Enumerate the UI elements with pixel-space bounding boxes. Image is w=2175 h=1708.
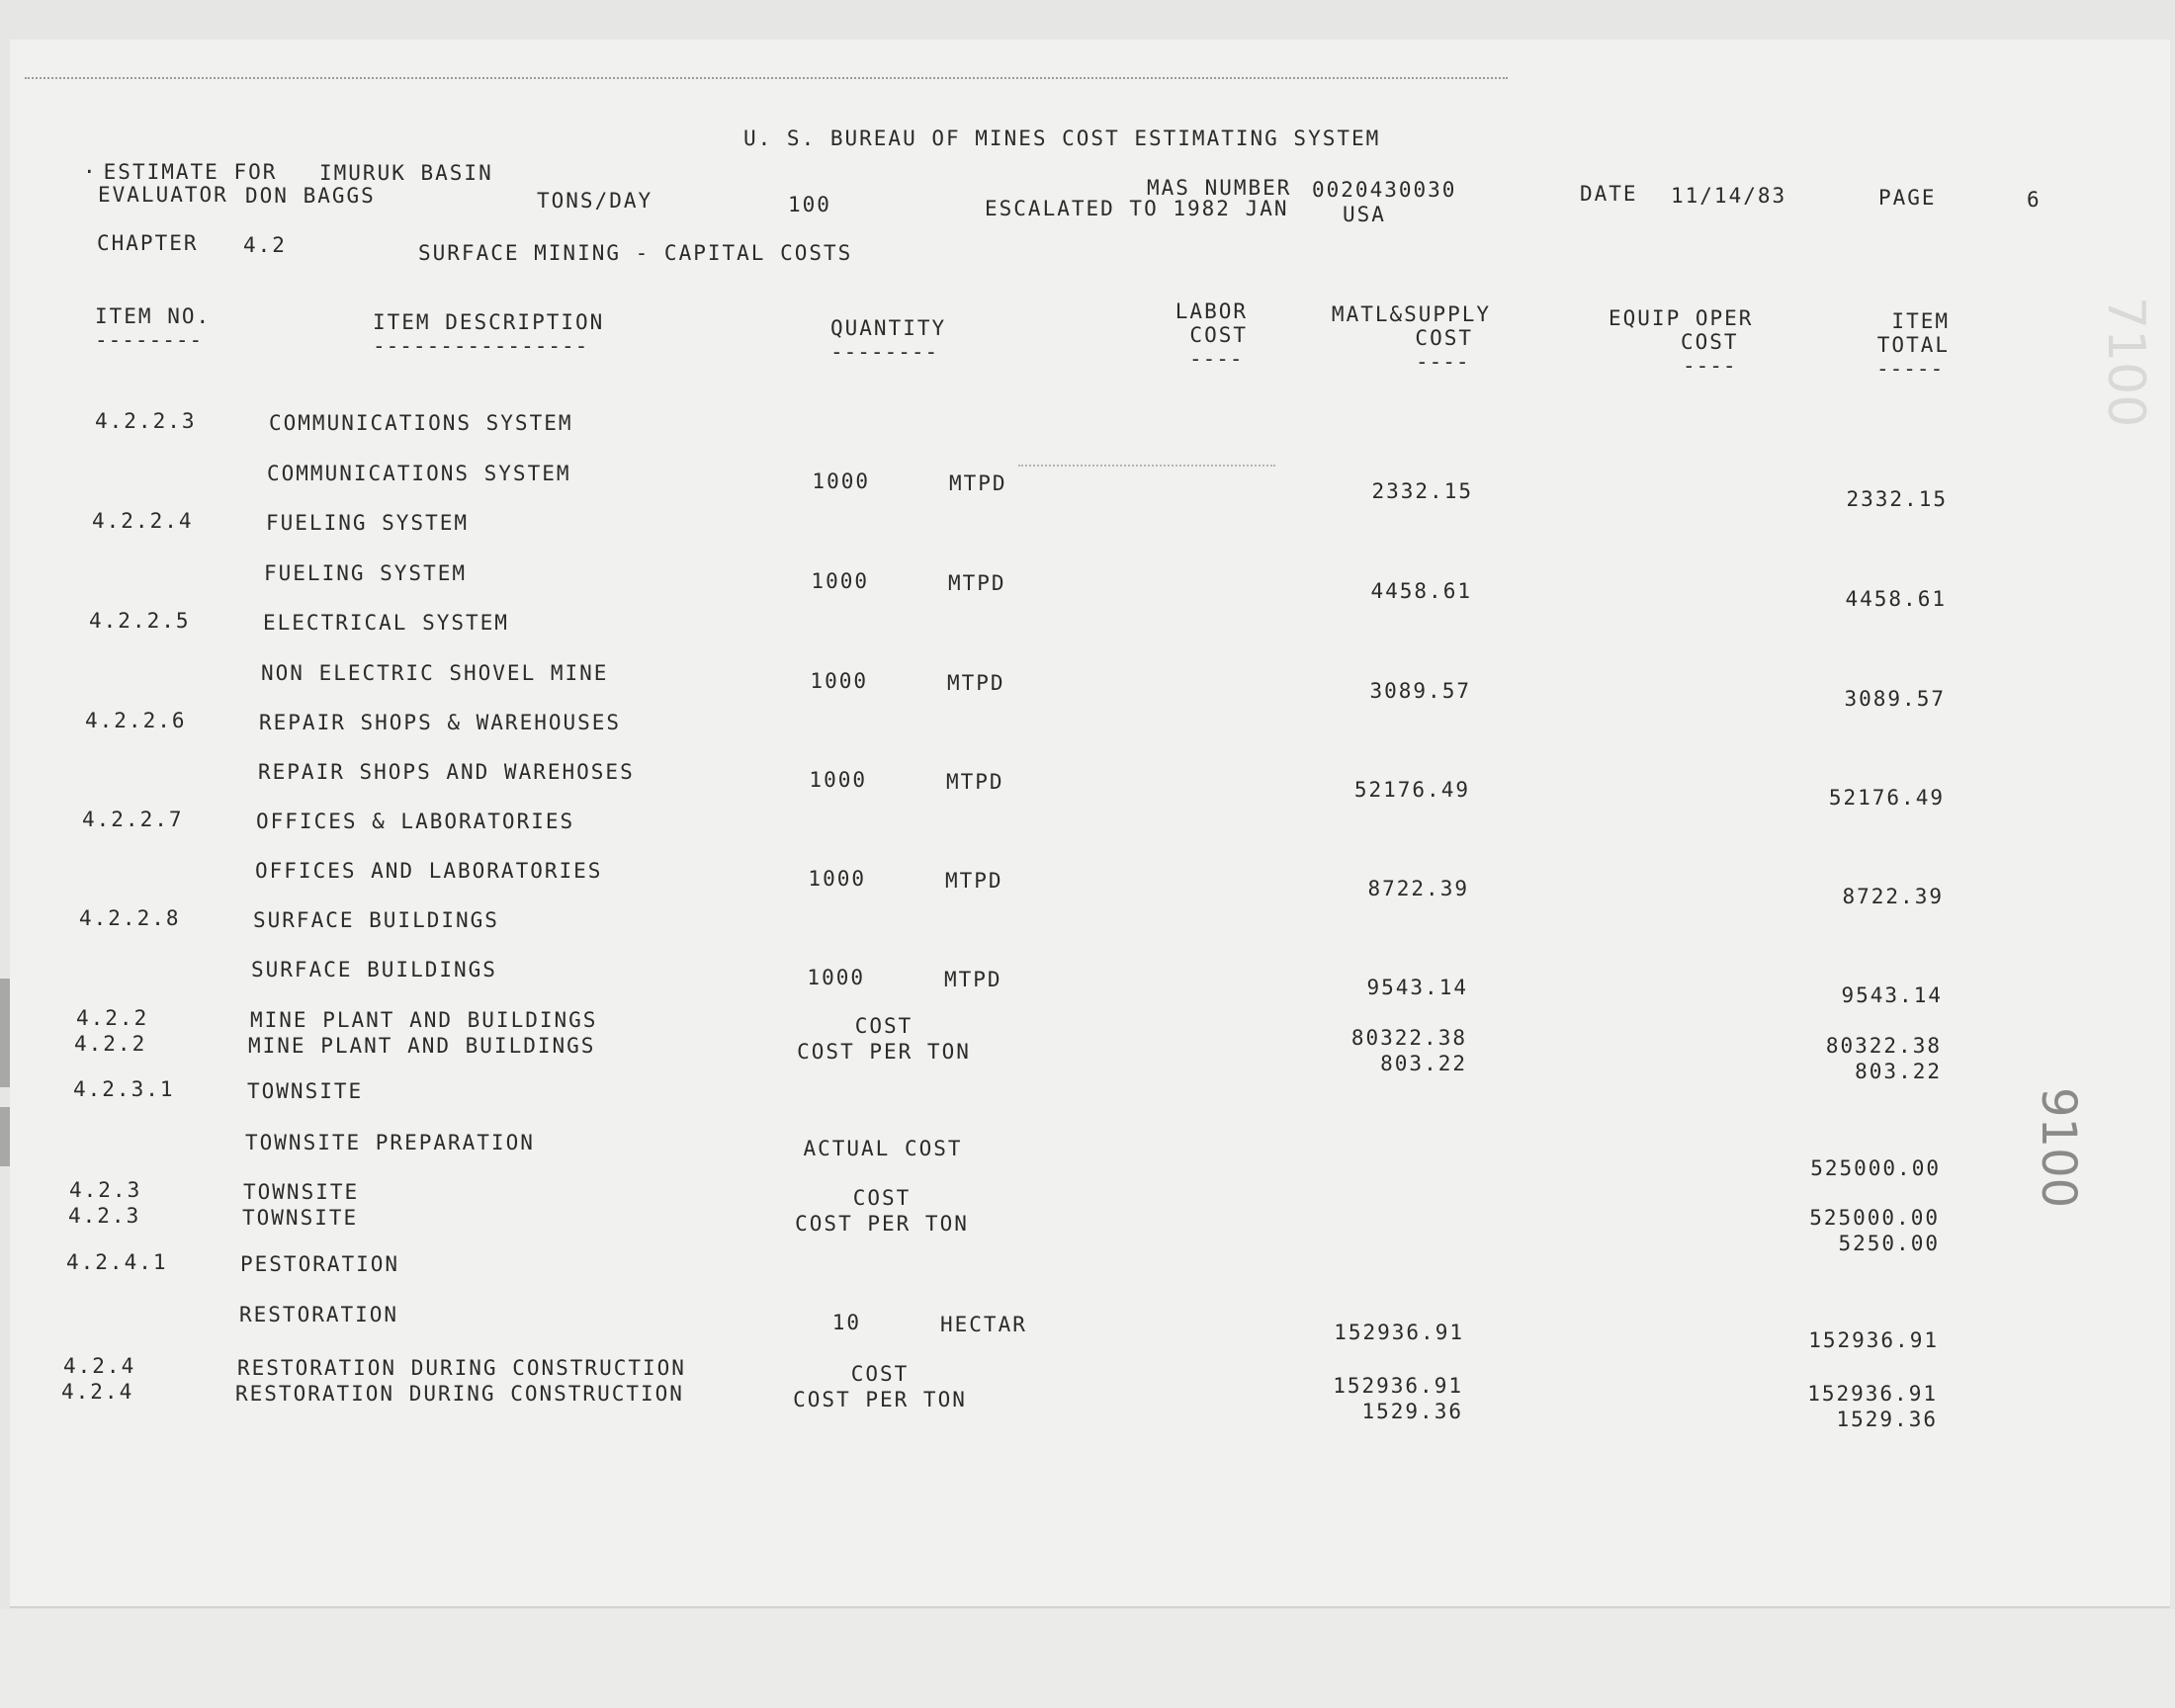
item-total: 5250.00 (1838, 1232, 1940, 1255)
item-description: MINE PLANT AND BUILDINGS (250, 1008, 598, 1032)
item-description: SURFACE BUILDINGS (251, 958, 497, 982)
col-matl-underline: ---- (1416, 350, 1470, 374)
mas-number-value: 0020430030 (1312, 178, 1457, 202)
matl-supply-cost: 2332.15 (1371, 479, 1473, 503)
scanner-background (0, 1609, 2175, 1708)
mas-number-label: MAS NUMBER (1147, 176, 1292, 200)
handwritten-margin-note: 9100 (2031, 1087, 2086, 1209)
date-value: 11/14/83 (1671, 184, 1787, 208)
quantity-value: COST PER TON (793, 1388, 967, 1411)
item-description: COMMUNICATIONS SYSTEM (269, 411, 573, 435)
item-description: TOWNSITE PREPARATION (245, 1131, 535, 1154)
item-total: 152936.91 (1807, 1382, 1938, 1406)
col-item-total-2: TOTAL (1876, 333, 1950, 357)
quantity-unit: MTPD (946, 770, 1004, 794)
col-labor-cost-2: COST (1189, 323, 1248, 347)
date-label: DATE (1580, 182, 1638, 206)
col-labor-cost: LABOR (1174, 299, 1248, 323)
country: USA (1343, 203, 1386, 226)
item-number: 4.2.4.1 (66, 1250, 168, 1274)
item-total: 803.22 (1855, 1060, 1942, 1083)
quantity-unit: MTPD (945, 869, 1003, 893)
estimate-for-value: IMURUK BASIN (319, 161, 493, 185)
item-description: REPAIR SHOPS & WAREHOUSES (259, 711, 622, 734)
item-number: 4.2.3.1 (73, 1077, 175, 1101)
item-description: REPAIR SHOPS AND WAREHOSES (258, 760, 635, 784)
evaluator-label: EVALUATOR (98, 183, 228, 207)
quantity-unit: MTPD (944, 968, 1002, 991)
quantity-value: 1000 (810, 669, 868, 693)
col-equip-underline: ---- (1683, 354, 1737, 378)
col-equip-oper-2: COST (1681, 330, 1739, 354)
col-item-description-underline: ---------------- (373, 334, 589, 358)
item-total: 9543.14 (1841, 983, 1943, 1007)
quantity-value: COST (852, 1186, 912, 1210)
chapter-number: 4.2 (243, 233, 287, 257)
item-description: RESTORATION DURING CONSTRUCTION (237, 1356, 686, 1380)
matl-supply-cost: 3089.57 (1369, 679, 1471, 703)
item-description: FUELING SYSTEM (266, 511, 470, 535)
item-number: 4.2.3 (69, 1178, 142, 1202)
item-description: PESTORATION (240, 1252, 400, 1276)
item-number: 4.2.2 (74, 1032, 147, 1056)
matl-supply-cost: 152936.91 (1333, 1374, 1463, 1398)
matl-supply-cost: 80322.38 (1350, 1026, 1467, 1050)
item-number: 4.2.2.8 (79, 906, 181, 930)
item-description: TOWNSITE (242, 1206, 359, 1230)
col-item-total: ITEM (1891, 309, 1950, 333)
item-description: RESTORATION DURING CONSTRUCTION (235, 1382, 684, 1406)
quantity-unit: HECTAR (940, 1313, 1027, 1336)
item-description: TOWNSITE (247, 1079, 364, 1103)
item-number: 4.2.3 (68, 1204, 141, 1228)
quantity-value: COST (854, 1014, 914, 1038)
quantity-value: 1000 (812, 470, 870, 493)
col-quantity: QUANTITY (830, 316, 947, 340)
item-number: 4.2.2.5 (89, 609, 191, 633)
item-number: 4.2.2.7 (82, 808, 184, 831)
item-description: SURFACE BUILDINGS (253, 908, 499, 932)
escalated-text: ESCALATED TO 1982 JAN (985, 197, 1289, 220)
item-total: 3089.57 (1844, 687, 1946, 711)
item-description: TOWNSITE (243, 1180, 360, 1204)
matl-supply-cost: 1529.36 (1361, 1400, 1463, 1423)
quantity-value: ACTUAL COST (803, 1137, 963, 1160)
page-number: 6 (2027, 188, 2042, 212)
quantity-value: 1000 (808, 867, 866, 891)
quantity-value: COST (850, 1362, 910, 1386)
col-labor-underline: ---- (1189, 347, 1244, 371)
chapter-label: CHAPTER (97, 231, 199, 255)
item-total: 525000.00 (1810, 1156, 1941, 1180)
quantity-unit: MTPD (948, 571, 1006, 595)
item-total: 525000.00 (1809, 1206, 1940, 1230)
faint-side-stamp: 7100 (2096, 297, 2155, 428)
matl-supply-cost: 52176.49 (1353, 778, 1470, 802)
quantity-value: COST PER TON (795, 1212, 969, 1236)
item-description: FUELING SYSTEM (264, 561, 468, 585)
item-total: 4458.61 (1845, 587, 1947, 611)
system-title: U. S. BUREAU OF MINES COST ESTIMATING SYSTEM (743, 127, 1381, 150)
item-number: 4.2.2.3 (95, 409, 197, 433)
item-description: ELECTRICAL SYSTEM (263, 611, 509, 635)
item-description: MINE PLANT AND BUILDINGS (248, 1034, 596, 1058)
quantity-value: 1000 (811, 569, 869, 593)
col-item-no-underline: -------- (95, 328, 204, 352)
item-description: OFFICES & LABORATORIES (256, 810, 575, 833)
matl-supply-cost: 9543.14 (1366, 976, 1468, 999)
col-matl-supply: MATL&SUPPLY (1331, 302, 1491, 326)
item-description: NON ELECTRIC SHOVEL MINE (261, 661, 609, 685)
item-total: 2332.15 (1846, 487, 1948, 511)
matl-supply-cost: 8722.39 (1367, 877, 1469, 900)
quantity-value: 1000 (809, 768, 867, 792)
item-number: 4.2.2.6 (85, 709, 187, 732)
item-total: 80322.38 (1825, 1034, 1942, 1058)
item-total: 152936.91 (1808, 1328, 1939, 1352)
col-quantity-underline: -------- (830, 340, 939, 364)
evaluator-value: DON BAGGS (245, 184, 376, 208)
quantity-value: 10 (831, 1311, 861, 1334)
col-equip-oper: EQUIP OPER (1609, 306, 1754, 330)
matl-supply-cost: 803.22 (1380, 1052, 1467, 1075)
chapter-title: SURFACE MINING - CAPITAL COSTS (418, 241, 853, 265)
item-number: 4.2.4 (63, 1354, 136, 1378)
quantity-unit: MTPD (949, 471, 1007, 495)
sheet-edge-mark (0, 1107, 10, 1166)
perforation-line (25, 77, 1508, 79)
quantity-unit: MTPD (947, 671, 1005, 695)
sheet-edge-mark (0, 979, 10, 1087)
matl-supply-cost: 152936.91 (1334, 1321, 1464, 1344)
quantity-value: COST PER TON (797, 1040, 971, 1064)
item-total: 8722.39 (1842, 885, 1944, 908)
col-item-description: ITEM DESCRIPTION (373, 310, 605, 334)
page-label: PAGE (1878, 186, 1937, 210)
col-total-underline: ----- (1876, 357, 1945, 381)
tons-day-label: TONS/DAY (537, 189, 653, 213)
ruling-mark (1018, 465, 1275, 467)
item-description: COMMUNICATIONS SYSTEM (267, 462, 571, 485)
item-number: 4.2.4 (61, 1380, 134, 1404)
item-description: RESTORATION (239, 1303, 399, 1326)
col-matl-supply-2: COST (1415, 326, 1473, 350)
estimate-for-label: · ESTIMATE FOR (83, 160, 278, 184)
quantity-value: 1000 (807, 966, 865, 989)
item-description: OFFICES AND LABORATORIES (255, 859, 603, 883)
item-total: 1529.36 (1836, 1408, 1938, 1431)
col-item-no: ITEM NO. (95, 304, 212, 328)
item-number: 4.2.2.4 (92, 509, 194, 533)
item-number: 4.2.2 (76, 1006, 149, 1030)
matl-supply-cost: 4458.61 (1370, 579, 1472, 603)
item-total: 52176.49 (1828, 786, 1945, 810)
tons-day-value: 100 (788, 193, 831, 216)
